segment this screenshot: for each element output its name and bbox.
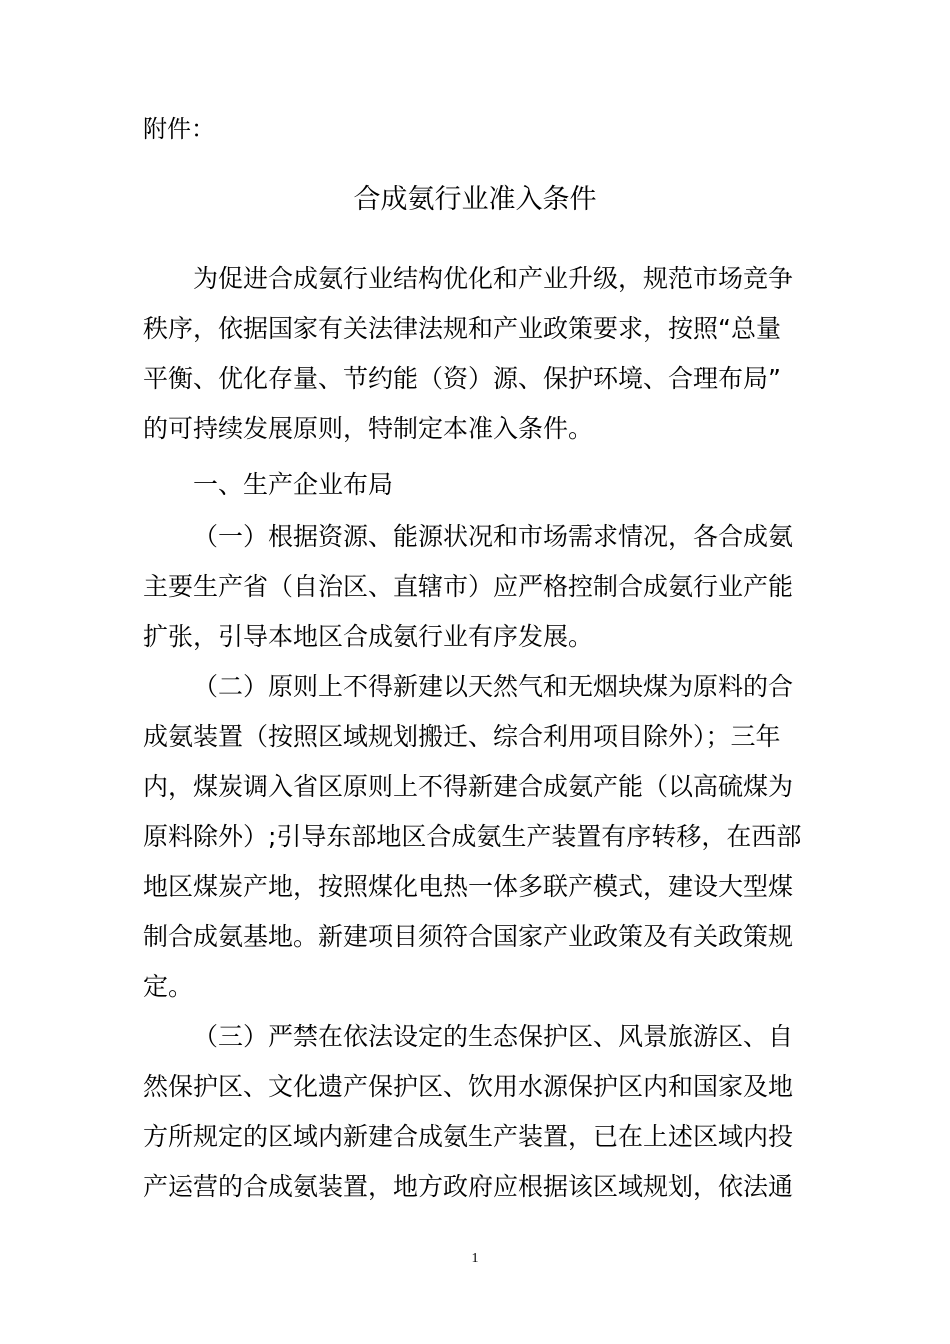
paragraph-line: 为促进合成氨行业结构优化和产业升级，规范市场竞争	[193, 264, 794, 293]
paragraph-line: 制合成氨基地。新建项目须符合国家产业政策及有关政策规	[143, 922, 794, 951]
paragraph-line: （二）原则上不得新建以天然气和无烟块煤为原料的合	[193, 672, 794, 701]
paragraph-line: 的可持续发展原则，特制定本准入条件。	[143, 414, 594, 443]
paragraph-line: 扩张，引导本地区合成氨行业有序发展。	[143, 622, 594, 651]
attachment-label: 附件：	[143, 115, 215, 143]
paragraph-line: 方所规定的区域内新建合成氨生产装置，已在上述区域内投	[143, 1122, 794, 1151]
paragraph-line: （三）严禁在依法设定的生态保护区、风景旅游区、自	[193, 1022, 794, 1051]
paragraph-line: 产运营的合成氨装置，地方政府应根据该区域规划，依法通	[143, 1172, 794, 1201]
paragraph-line: 成氨装置（按照区域规划搬迁、综合利用项目除外）；三年	[143, 722, 781, 751]
document-title: 合成氨行业准入条件	[353, 184, 597, 215]
section-heading: 一、生产企业布局	[193, 470, 394, 499]
paragraph-line: 内，煤炭调入省区原则上不得新建合成氨产能（以高硫煤为	[143, 772, 794, 801]
page-number: 1	[471, 1251, 479, 1266]
paragraph-line: 然保护区、文化遗产保护区、饮用水源保护区内和国家及地	[143, 1072, 794, 1101]
paragraph-line: 地区煤炭产地，按照煤化电热一体多联产模式，建设大型煤	[143, 872, 794, 901]
paragraph-line: 主要生产省（自治区、直辖市）应严格控制合成氨行业产能	[143, 572, 794, 601]
paragraph-line: 平衡、优化存量、节约能（资）源、保护环境、合理布局”	[143, 364, 781, 393]
paragraph-line: 秩序，依据国家有关法律法规和产业政策要求，按照“总量	[143, 314, 781, 343]
paragraph-line: （一）根据资源、能源状况和市场需求情况，各合成氨	[193, 522, 794, 551]
paragraph-line: 定。	[143, 972, 194, 1001]
paragraph-line: 原料除外）;引导东部地区合成氨生产装置有序转移，在西部	[143, 822, 802, 851]
